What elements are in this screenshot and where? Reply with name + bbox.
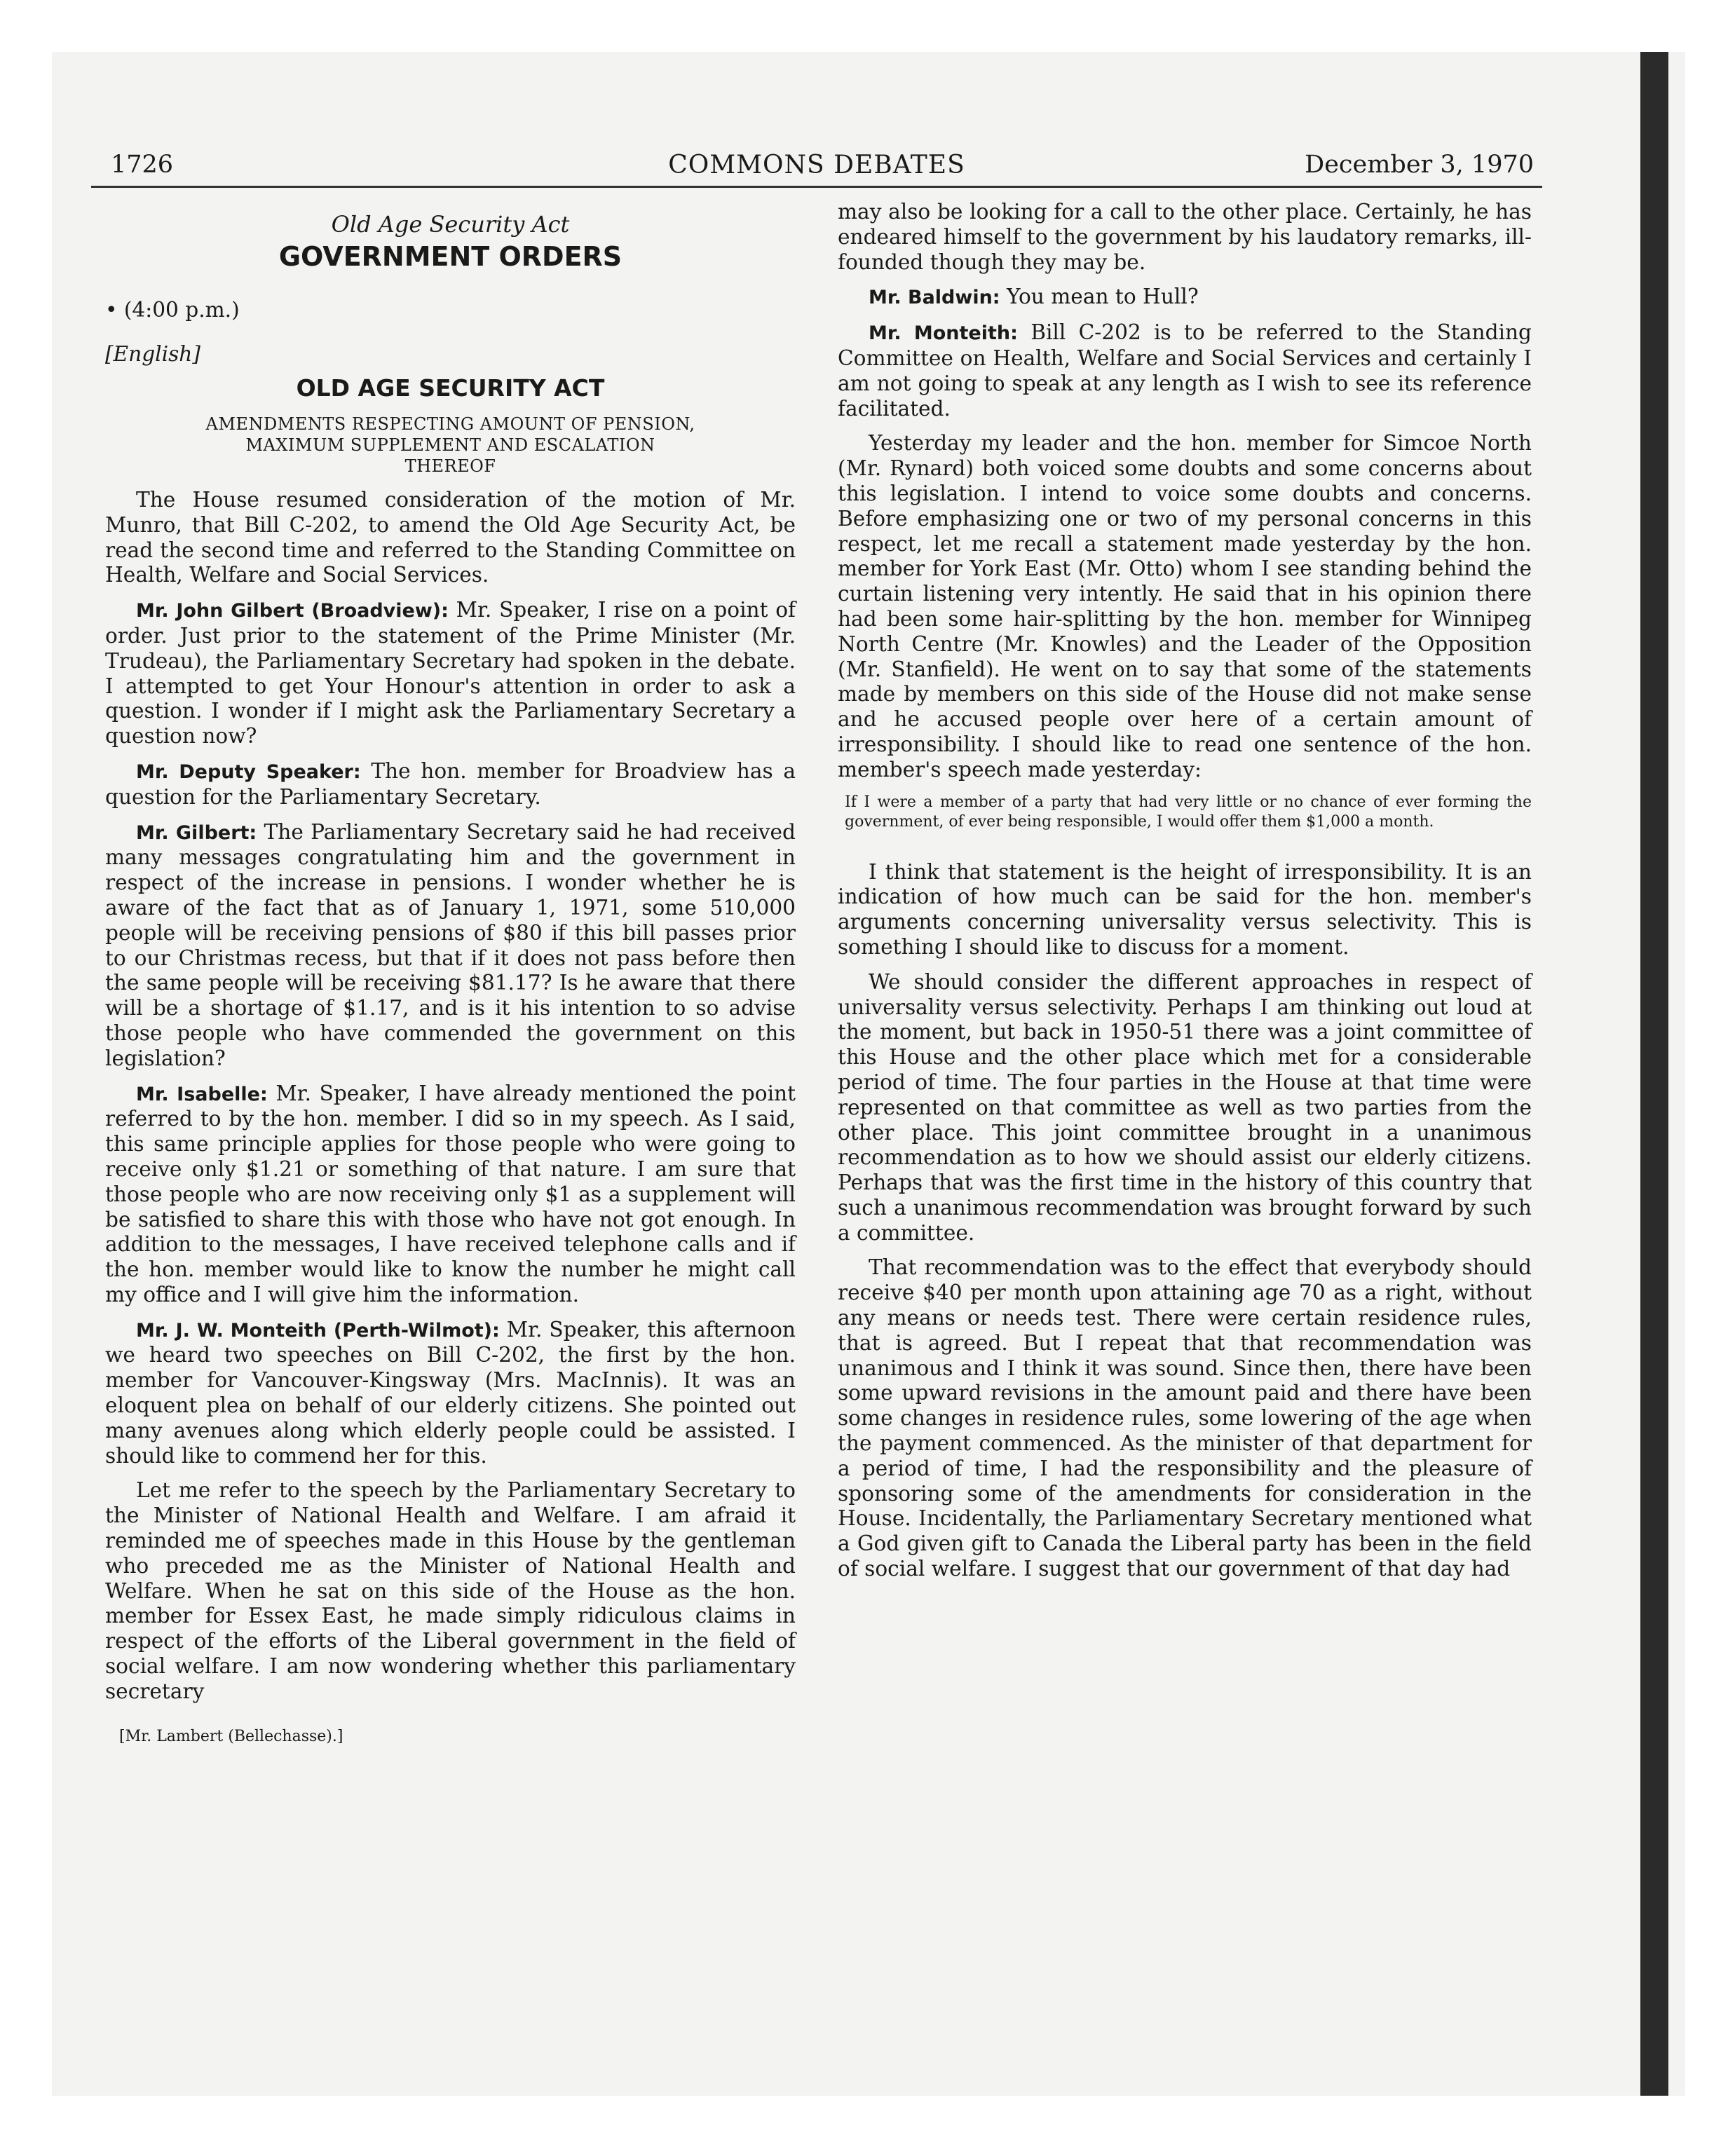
paragraph — [105, 820, 796, 1072]
orders-heading: GOVERNMENT ORDERS — [278, 240, 622, 272]
page-header — [91, 151, 1542, 188]
block-quote: If I were a member of a party that had very little or no chance of ever forming the government, of ever being responsible, I would offer them $1,000 a month. — [845, 793, 1532, 831]
page-footer-note: [Mr. Lambert (Bellechasse).] — [119, 1727, 343, 1745]
amend-line: AMENDMENTS RESPECTING AMOUNT OF PENSION, — [205, 414, 695, 434]
page-number: 1726 — [111, 151, 174, 179]
speech-text: Mr. Speaker, I have already mentioned the point referred to by the hon. member. I did so in my speech. As I said, this same principle applies for those people who were going to receive only $1.21 or something of that nature. I am sure that those people who are now receiving only $1 as a supplement will be satisfied to share this with those who have not got enough. In addition to the messages, I have received telephone calls and if the hon. member would like to know the number he might call my office and I will give him the information. — [105, 1081, 796, 1306]
amend-line: MAXIMUM SUPPLEMENT AND ESCALATION — [245, 435, 655, 455]
paragraph — [105, 1318, 796, 1469]
language-tag: [English] — [105, 342, 200, 367]
amendments-heading — [105, 414, 796, 477]
paragraph — [838, 320, 1532, 421]
paragraph: I think that statement is the height of irresponsibility. It is an indication of how much can be said for the hon. member's arguments concerning universality versus selectivity. This is something I should like to discuss for a moment. — [838, 859, 1532, 959]
paragraph: We should consider the different approaches in respect of universality versus selectivity. Perhaps I am thinking out loud at the moment, but back in 1950-51 there was a joint committee of this House and the other place which met for a considerable period of time. The four parties in the House at that time were represented on that committee as well as two parties from the other place. This joint committee brought in a unanimous recommendation as to how we should assist our elderly citizens. Perhaps that was the first time in the history of this country that such a unanimous recommendation was brought forward by such a committee. — [838, 969, 1532, 1245]
speaker-name: Mr. Baldwin: — [869, 287, 1000, 309]
paragraph: The House resumed consideration of the motion of Mr. Munro, that Bill C-202, to amend the Old Age Security Act, be read the second time and referred to the Standing Committee on Health, Welfare and Social Services. — [105, 487, 796, 587]
speaker-name: Mr. John Gilbert (Broadview): — [136, 600, 449, 622]
speech-text: Mr. Speaker, I rise on a point of order. Just prior to the statement of the Prime Minister (Mr. Trudeau), the Parliamentary Secretary had spoken in the debate. I attempted to get Your Honour's attention in order to ask a question. I wonder if I might ask the Parliamentary Secretary a question now? — [105, 598, 796, 749]
speech-text: The hon. member for Broadview has a question for the Parliamentary Secretary. — [105, 758, 796, 809]
paragraph: may also be looking for a call to the other place. Certainly, he has endeared himself to the government by his laudatory remarks, ill-founded though they may be. — [838, 200, 1532, 274]
paragraph: Let me refer to the speech by the Parliamentary Secretary to the Minister of National Health and Welfare. I am afraid it reminded me of speeches made in this House by the gentleman who preceded me as the Minister of National Health and Welfare. When he sat on this side of the House as the hon. member for Essex East, he made simply ridiculous claims in respect of the efforts of the Liberal government in the field of social welfare. I am now wondering whether this parliamentary secretary — [105, 1478, 796, 1703]
speaker-name: Mr. Isabelle: — [136, 1083, 268, 1105]
paragraph — [105, 759, 796, 810]
speaker-name: Mr. Gilbert: — [136, 821, 257, 844]
speaker-name: Mr. Monteith: — [869, 322, 1018, 345]
speech-text: Mr. Speaker, this afternoon we heard two speeches on Bill C-202, the first by the hon. member for Vancouver-Kingsway (Mrs. MacInnis). It was an eloquent plea on behalf of our elderly citizens. She pointed out many avenues along which elderly people could be assisted. I should like to commend her for this. — [105, 1317, 796, 1468]
paragraph — [105, 598, 796, 749]
act-heading: OLD AGE SECURITY ACT — [296, 374, 605, 402]
scan-edge — [1640, 52, 1668, 2096]
speech-text: The Parliamentary Secretary said he had received many messages congratulating him and the government in respect of the increase in pensions. I wonder whether he is aware of the fact that as of January 1, 1971, some 510,000 people will be receiving pensions of $80 if this bill passes prior to our Christmas recess, but that if it does not pass before then the same people will be receiving $81.17? Is he aware that there will be a shortage of $1.17, and is it his intention to so advise those people who have commended the government on this legislation? — [105, 819, 796, 1070]
right-column — [838, 200, 1532, 1592]
running-title: COMMONS DEBATES — [668, 151, 965, 179]
header-date: December 3, 1970 — [1305, 151, 1534, 179]
paragraph — [105, 1082, 796, 1308]
paragraph: That recommendation was to the effect that everybody should receive $40 per month upon attaining age 70 as a right, without any means or needs test. There were certain residence rules, that is agreed. But I repeat that that recommendation was unanimous and I think it was sound. Since then, there have been some upward revisions in the amount paid and there have been some changes in residence rules, some lowering of the age when the payment commenced. As the minister of that department for a period of time, I had the responsibility and the pleasure of sponsoring some of the amendments for consideration in the House. Incidentally, the Parliamentary Secretary mentioned what a God given gift to Canada the Liberal party has been in the field of social welfare. I suggest that our government of that day had — [838, 1255, 1532, 1581]
amend-line: THEREOF — [404, 456, 496, 476]
paragraph — [838, 285, 1532, 311]
paragraph: Yesterday my leader and the hon. member for Simcoe North (Mr. Rynard) both voiced some doubts and some concerns about this legislation. I intend to voice some doubts and concerns. Before emphasizing one or two of my personal concerns in this respect, let me recall a statement made yesterday by the hon. member for York East (Mr. Otto) whom I see standing behind the curtain listening very intently. He said that in his opinion there had been some hair-splitting by the hon. member for Winnipeg North Centre (Mr. Knowles) and the Leader of the Opposition (Mr. Stanfield). He went on to say that some of the statements made by members on this side of the House did not make sense and he accused people over here of a certain amount of irresponsibility. I should like to read one sentence of the hon. member's speech made yesterday: — [838, 431, 1532, 782]
speech-text: Bill C-202 is to be referred to the Standing Committee on Health, Welfare and Social Services and certainly I am not going to speak at any length as I wish to see its reference facilitated. — [838, 320, 1532, 421]
speech-text: You mean to Hull? — [1000, 285, 1199, 309]
time-stamp: • (4:00 p.m.) — [105, 297, 240, 322]
section-title: Old Age Security Act — [331, 211, 570, 238]
left-column — [105, 200, 796, 1749]
speaker-name: Mr. Deputy Speaker: — [136, 760, 361, 783]
speaker-name: Mr. J. W. Monteith (Perth-Wilmot): — [136, 1319, 500, 1342]
